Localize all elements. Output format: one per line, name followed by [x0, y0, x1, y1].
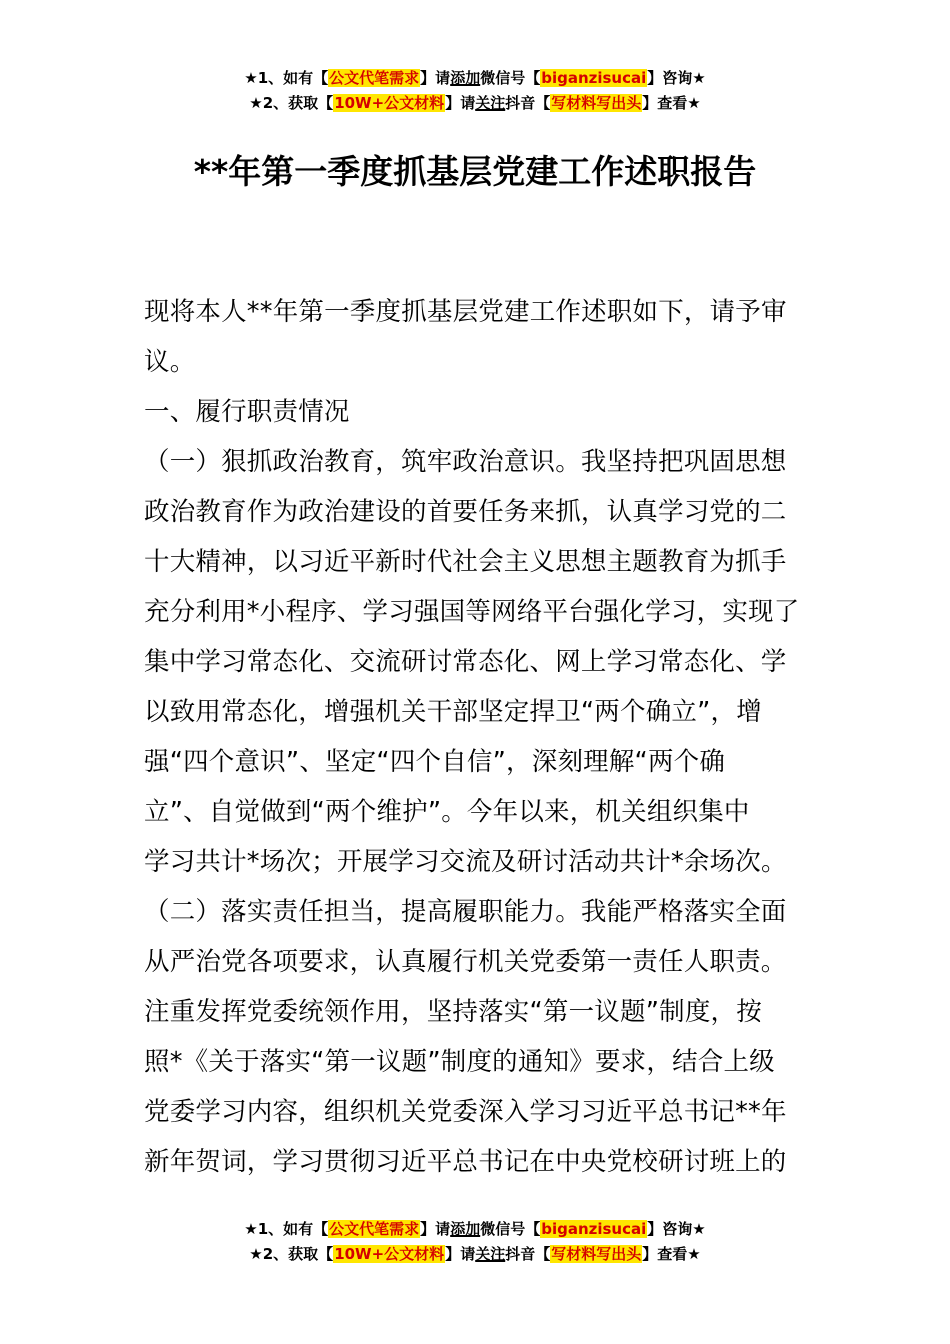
- body-line: 注重发挥党委统领作用，坚持落实“第一议题”制度，按: [144, 997, 762, 1027]
- body-line: （一）狠抓政治教育，筑牢政治意识。我坚持把巩固思想: [144, 447, 787, 477]
- body-line: 照*《关于落实“第一议题”制度的通知》要求，结合上级: [144, 1047, 775, 1077]
- promo-underlined: 关注: [475, 94, 506, 112]
- body-line: 以致用常态化，增强机关干部坚定捍卫“两个确立”，增: [144, 697, 762, 727]
- promo-text: 抖音【: [505, 1245, 551, 1263]
- promo-text: 】请: [445, 94, 476, 112]
- promo-wechat-id: biganzisucai: [541, 1220, 647, 1238]
- body-line: 充分利用*小程序、学习强国等网络平台强化学习，实现了: [144, 597, 800, 627]
- footer-promo: [0, 1217, 950, 1267]
- promo-text: 】查看★: [642, 94, 701, 112]
- promo-text: 抖音【: [505, 94, 551, 112]
- promo-underlined: 关注: [475, 1245, 506, 1263]
- promo-underlined: 添加: [450, 69, 481, 87]
- body-line: 政治教育作为政治建设的首要任务来抓，认真学习党的二: [144, 497, 787, 527]
- promo-douyin-id: 写材料写出头: [551, 1245, 642, 1263]
- body-line: 从严治党各项要求，认真履行机关党委第一责任人职责。: [144, 947, 787, 977]
- header-promo-line-2: [0, 91, 950, 116]
- body-line: （二）落实责任担当，提高履职能力。我能严格落实全面: [144, 897, 787, 927]
- header-promo-line-1: [0, 66, 950, 91]
- promo-text: ★1、如有【: [244, 69, 329, 87]
- body-line: 集中学习常态化、交流研讨常态化、网上学习常态化、学: [144, 647, 787, 677]
- promo-text: 微信号【: [480, 69, 541, 87]
- promo-text: ★2、获取【: [249, 94, 334, 112]
- body-line: 立”、自觉做到“两个维护”。今年以来，机关组织集中: [144, 797, 750, 827]
- promo-underlined: 添加: [450, 1220, 481, 1238]
- body-line: 现将本人**年第一季度抓基层党建工作述职如下，请予审: [144, 297, 787, 327]
- header-promo: [0, 66, 950, 116]
- promo-text: 】请: [420, 69, 451, 87]
- promo-highlight: 10W+公文材料: [334, 94, 445, 112]
- promo-highlight: 10W+公文材料: [334, 1245, 445, 1263]
- promo-highlight: 公文代笔需求: [329, 69, 420, 87]
- promo-text: ★2、获取【: [249, 1245, 334, 1263]
- promo-douyin-id: 写材料写出头: [551, 94, 642, 112]
- document-body: [144, 287, 814, 1187]
- promo-text: 】咨询★: [647, 69, 706, 87]
- footer-promo-line-1: [0, 1217, 950, 1242]
- section-heading: 一、履行职责情况: [144, 397, 350, 427]
- body-line: 议。: [144, 347, 196, 377]
- body-line: 十大精神，以习近平新时代社会主义思想主题教育为抓手: [144, 547, 787, 577]
- promo-text: 】咨询★: [647, 1220, 706, 1238]
- document-title: **年第一季度抓基层党建工作述职报告: [193, 152, 757, 191]
- promo-text: ★1、如有【: [244, 1220, 329, 1238]
- promo-text: 】查看★: [642, 1245, 701, 1263]
- promo-text: 】请: [420, 1220, 451, 1238]
- promo-text: 微信号【: [480, 1220, 541, 1238]
- promo-text: 】请: [445, 1245, 476, 1263]
- promo-wechat-id: biganzisucai: [541, 69, 647, 87]
- footer-promo-line-2: [0, 1242, 950, 1267]
- body-line: 党委学习内容，组织机关党委深入学习习近平总书记**年: [144, 1097, 787, 1127]
- body-line: 强“四个意识”、坚定“四个自信”，深刻理解“两个确: [144, 747, 726, 777]
- body-line: 学习共计*场次；开展学习交流及研讨活动共计*余场次。: [144, 847, 787, 877]
- body-line: 新年贺词，学习贯彻习近平总书记在中央党校研讨班上的: [144, 1147, 787, 1177]
- promo-highlight: 公文代笔需求: [329, 1220, 420, 1238]
